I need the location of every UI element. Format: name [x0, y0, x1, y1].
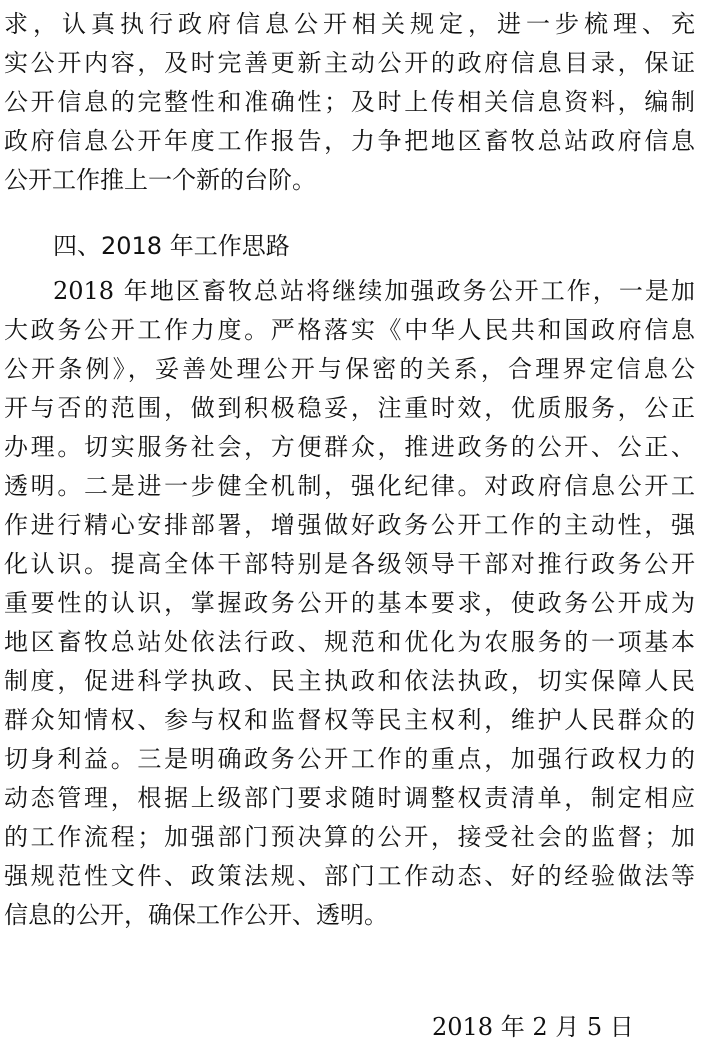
paragraph-line: 求，认真执行政府信息公开相关规定，进一步梳理、充	[4, 10, 695, 38]
document-date: 2018 年 2 月 5 日	[432, 1013, 634, 1041]
paragraph-line: 动态管理，根据上级部门要求随时调整权责清单，制定相应	[4, 784, 695, 812]
paragraph-line: 强规范性文件、政策法规、部门工作动态、好的经验做法等	[4, 862, 695, 890]
paragraph-line: 办理。切实服务社会，方便群众，推进政务的公开、公正、	[4, 433, 695, 461]
paragraph-line: 地区畜牧总站处依法行政、规范和优化为农服务的一项基本	[4, 628, 695, 656]
paragraph-line: 公开条例》，妥善处理公开与保密的关系，合理界定信息公	[4, 355, 695, 383]
paragraph-line: 的工作流程；加强部门预决算的公开，接受社会的监督；加	[4, 823, 695, 851]
section-heading: 四、2018 年工作思路	[53, 232, 290, 260]
paragraph-line: 开与否的范围，做到积极稳妥，注重时效，优质服务，公正	[4, 394, 695, 422]
paragraph-line: 2018 年地区畜牧总站将继续加强政务公开工作，一是加	[53, 277, 695, 305]
paragraph-line: 制度，促进科学执政、民主执政和依法执政，切实保障人民	[4, 667, 695, 695]
paragraph-line: 切身利益。三是明确政务公开工作的重点，加强行政权力的	[4, 745, 695, 773]
paragraph-line: 化认识。提高全体干部特别是各级领导干部对推行政务公开	[4, 550, 695, 578]
paragraph-line: 重要性的认识，掌握政务公开的基本要求，使政务公开成为	[4, 589, 695, 617]
paragraph-line: 实公开内容，及时完善更新主动公开的政府信息目录，保证	[4, 49, 695, 77]
paragraph-line: 公开工作推上一个新的台阶。	[4, 166, 316, 194]
paragraph-line: 作进行精心安排部署，增强做好政务公开工作的主动性，强	[4, 511, 695, 539]
paragraph-line: 信息的公开，确保工作公开、透明。	[4, 901, 388, 929]
paragraph-line: 大政务公开工作力度。严格落实《中华人民共和国政府信息	[4, 316, 695, 344]
paragraph-line: 群众知情权、参与权和监督权等民主权利，维护人民群众的	[4, 706, 695, 734]
paragraph-line: 公开信息的完整性和准确性；及时上传相关信息资料，编制	[4, 88, 695, 116]
paragraph-line: 政府信息公开年度工作报告，力争把地区畜牧总站政府信息	[4, 127, 695, 155]
paragraph-line: 透明。二是进一步健全机制，强化纪律。对政府信息公开工	[4, 472, 695, 500]
